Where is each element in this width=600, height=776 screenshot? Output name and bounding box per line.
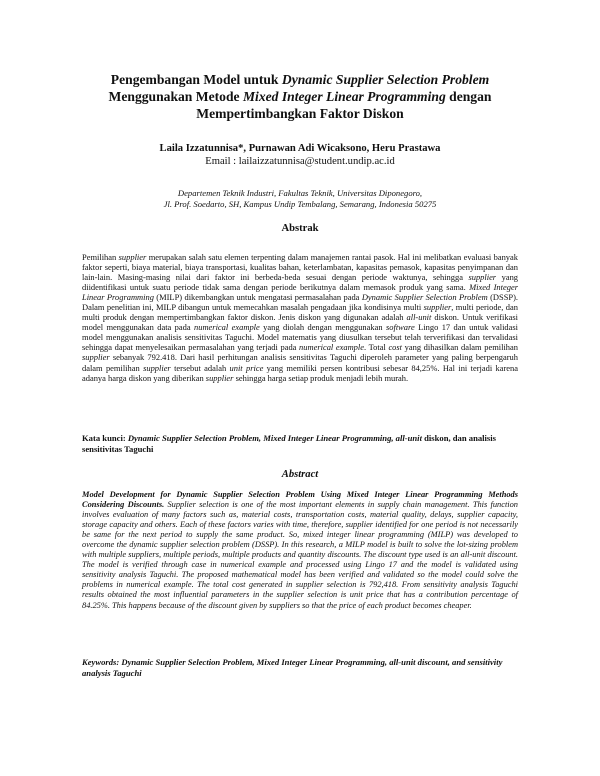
kata-kunci [82,433,518,455]
abstrak-text: merupakan salah satu elemen terpenting dalam manajemen rantai pasok. Hal ini melibatkan evaluasi banyak faktor seperti, biaya material, biaya transportasi, kualitas bahan, keterlambatan, kapasitas pemasok, kapasitas penyimpanan dan lain-lain. Masing-masing nilai dari faktor ini berbeda-beda sesuai dengan periode waktunya, sehingga [82,252,518,283]
abstrak-text: sehingga harga setiap produk menjadi lebih murah. [233,372,409,383]
affiliation-line1: Departemen Teknik Industri, Fakultas Teknik, Universitas Diponegoro, [177,188,423,198]
abstrak-text: yang diolah dengan menggunakan [259,322,386,333]
abstrak-heading: Abstrak [281,223,319,234]
abstrak-italic: supplier [205,372,234,383]
abstrak-italic: cost [388,342,403,353]
abstrak-italic: supplier [423,302,452,313]
abstrak-text: (DSSP). Dalam penelitian ini, MILP dibangun untuk memecahkan masalah pengadaan jika kondisinya multi [82,292,519,313]
abstrak-italic: software [385,322,415,333]
affiliation-line2: Jl. Prof. Soedarto, SH, Kampus Undip Tembalang, Semarang, Indonesia 50275 [163,199,437,209]
abstrak-text: . Total [364,342,389,353]
abstrak-text: yang diidentifikasi untuk suatu periode tidak sama dengan periode berikutnya dalam memasok produk yang sama. [82,272,519,293]
abstrak-body [82,252,518,383]
abstrak-text: yang dihasilkan dalam pemilihan [402,342,518,353]
abstrak-text: , multi periode, dan multi produk dengan mempertimbangkan faktor diskon. Jenis diskon yang digunakan adalah [82,302,518,323]
title-line2-end: dengan [445,89,492,104]
abstrak-text: diskon. Untuk verifikasi model menggunakan data pada [82,312,518,333]
abstract-text: Supplier selection is one of the most important elements in supply chain management. This function involves evaluation of many factors such as, material costs, transportation costs, material quality, delays, supplier capacity, storage capacity and others. Each of these factors varies with time, therefore, supplier identified for one period is not necessarily be same for the next period to supply the same product. So, mixed integer linear programming (MILP) was developed to overcome the dynamic supplier selection problem (DSSP). In this research, a MILP model is built to solve the lot-sizing problem with multiple suppliers, multiple periods, multiple products and quantity discounts. The discount type used is an all-unit discount. The model is verified through case in numerical example and processed using Lingo 17 and the model is validated using sensitivity analysis Taguchi. The proposed mathematical model has been verified and validated so the model could solve the problems in numerical example. The total cost generated in supplier selection is 792,418. From sensitivity analysis Taguchi results obtained the most influential parameters in the supplier selection is unit price that has a contribution percentage of 84.25%. This happens because of the discount given by suppliers so that the price of each product becomes cheaper. [82,500,518,610]
abstrak-italic: all-unit [406,312,432,323]
abstrak-italic: supplier [118,252,147,262]
abstrak-text: Lingo 17 dan untuk validasi model menggunakan analisis sensitivitas Taguchi. Model matematis yang diusulkan tersebut telah terverifikasi dan tervalidasi sehingga dapat menyelesaikan permasalahan yang terjadi pada [82,322,519,353]
abstrak-italic: supplier [82,352,110,363]
title-line2-italic: Mixed Integer Linear Programming [242,89,446,104]
abstrak-italic: Mixed Integer Linear Programming [82,282,518,303]
abstrak-text: Pemilihan [82,252,119,262]
kata-kunci-italic: Dynamic Supplier Selection Problem, Mixed Integer Linear Programming, all-unit [127,433,422,443]
abstrak-text: (MILP) dikembangkan untuk mengatasi permasalahan pada [153,292,362,303]
abstract-heading: Abstract [281,469,319,480]
abstrak-italic: Dynamic Supplier Selection Problem [361,292,488,303]
abstrak-text: yang memiliki persen kontribusi sebesar 84,25%. Hal ini terjadi karena adanya harga diskon yang diberikan [82,362,518,383]
abstract-lead-title: Model Development for Dynamic Supplier Selection Problem Using Mixed Integer Linear Programming Methods Considering Discounts. [82,490,518,510]
author-email: Email : lailaizzatunnisa@student.undip.ac.id [205,156,395,167]
affiliation [60,188,540,210]
paper-title [60,71,540,122]
abstrak-italic: numerical example [299,342,364,353]
title-line1-text: Pengembangan Model untuk [110,72,282,87]
kata-kunci-label: Kata kunci: [82,433,128,443]
author-list: Laila Izzatunnisa*, Purnawan Adi Wicaksono, Heru Prastawa [159,143,441,154]
abstract-body [82,490,518,611]
abstrak-italic: numerical example [194,322,260,333]
abstrak-italic: supplier [143,362,171,373]
title-line1-italic: Dynamic Supplier Selection Problem [281,72,490,87]
kata-kunci-rest: diskon, dan analisis sensitivitas Taguchi [82,433,496,454]
abstrak-text: tersebut adalah [170,362,230,373]
title-line3-text: Mempertimbangkan Faktor Diskon [196,106,404,121]
abstrak-italic: supplier [468,272,497,283]
abstrak-text: sebanyak 792.418. Dari hasil perhitungan analisis sensitivitas Taguchi diperoleh parameter yang paling berpengaruh dalam pemilihan [82,352,518,373]
abstrak-italic: unit price [229,362,264,373]
keywords-en: Keywords: Dynamic Supplier Selection Problem, Mixed Integer Linear Programming, all-unit discount, and sensitivity analysis Taguchi [82,657,503,678]
title-line2-text: Menggunakan Metode [108,89,243,104]
